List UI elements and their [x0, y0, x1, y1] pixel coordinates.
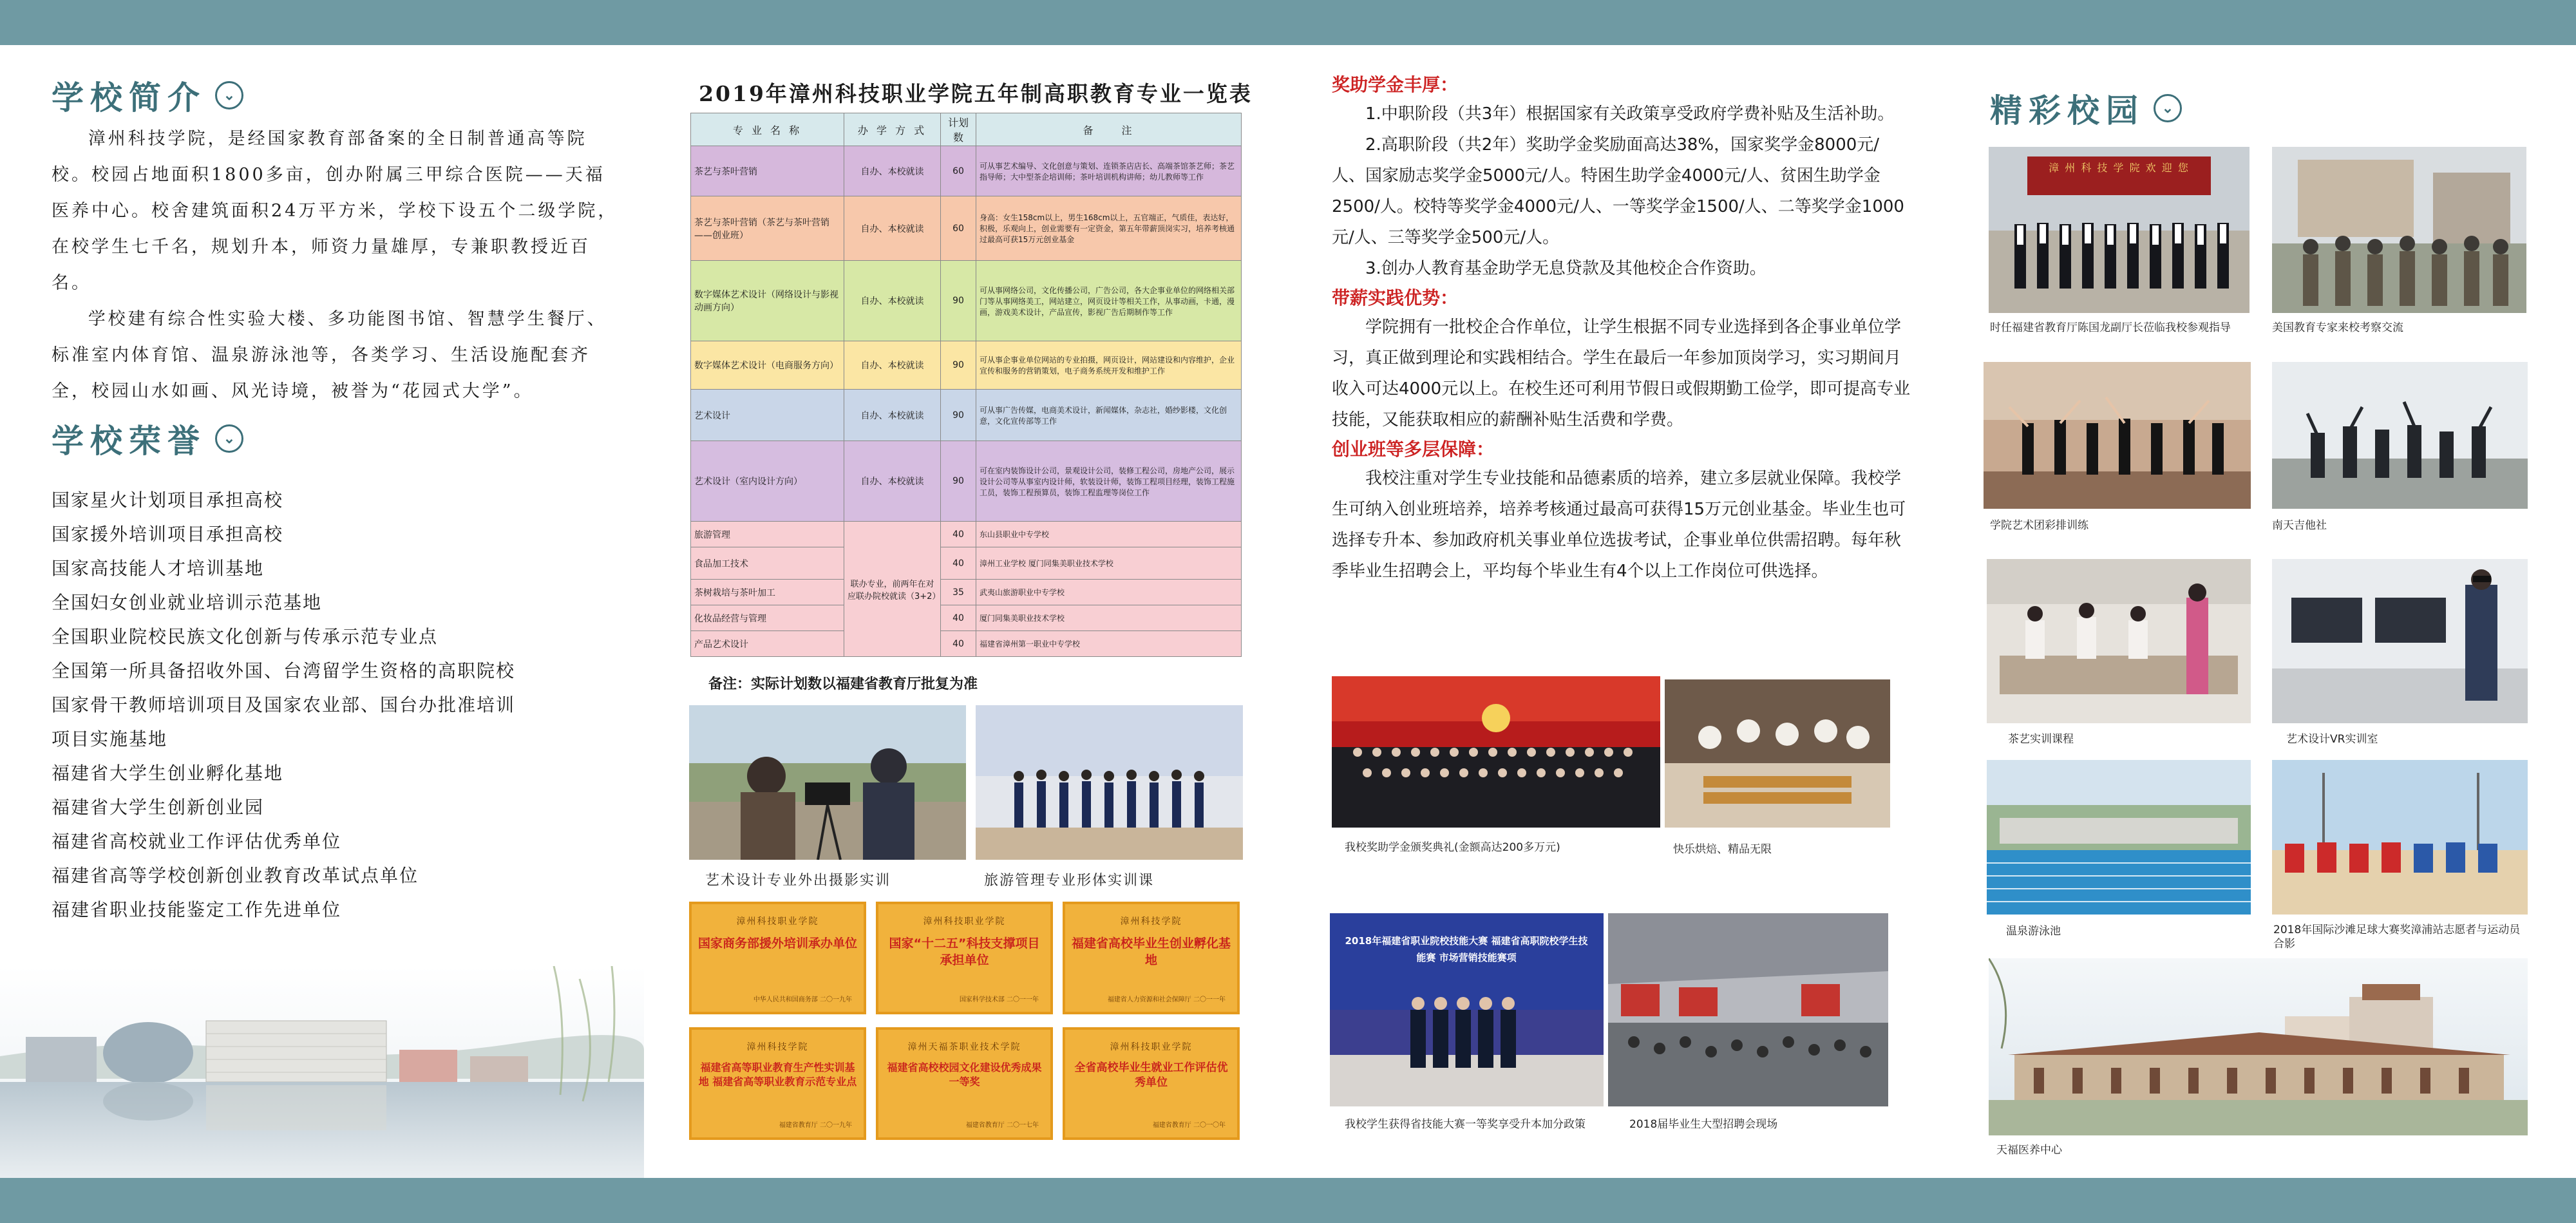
intro-title: 学校简介 — [52, 79, 206, 117]
major-plan: 90 — [941, 261, 976, 341]
honor-item: 全国妇女创业就业培训示范基地 — [52, 592, 323, 613]
contest-banner-text: 2018年福建省职业院校技能大赛 福建省高职院校学生技能赛 市场营销技能赛项 — [1345, 935, 1588, 963]
honor-item: 全国第一所具备招收外国、台湾留学生资格的高职院校 — [52, 660, 516, 681]
honor-item: 福建省高校就业工作评估优秀单位 — [52, 831, 342, 852]
major-note: 可从事艺术编导、文化创意与策划、连锁茶店店长、高端茶馆茶艺师；茶艺指导师；大中型茶企培训师；茶叶培训机构讲师；幼儿教师等工作 — [976, 146, 1242, 196]
cert-title: 福建省高校校园文化建设优秀成果一等奖 — [887, 1061, 1042, 1088]
campus-lake-photo — [0, 966, 644, 1178]
contest-photo — [1330, 913, 1604, 1106]
cert-school: 漳州科技职业学院 — [923, 916, 1006, 927]
scholarship-item: 3.创办人教育基金助学无息贷款及其他校企合作资助。 — [1365, 259, 1766, 278]
major-name: 茶艺与茶叶营销 — [691, 146, 844, 196]
major-plan: 90 — [941, 441, 976, 522]
caption-art-troupe: 学院艺术团彩排训练 — [1990, 519, 2088, 532]
panel-campus — [1938, 45, 2576, 1178]
caption-swimming-pool: 温泉游泳池 — [2006, 925, 2061, 938]
major-note: 厦门同集美职业技术学校 — [976, 605, 1242, 631]
photography-training-photo — [689, 705, 966, 860]
honor-item: 国家援外培训项目承担高校 — [52, 524, 284, 545]
header-plan: 计划数 — [941, 113, 976, 146]
top-band — [0, 0, 2576, 45]
campus-title: 精彩校园 — [1990, 91, 2145, 129]
majors-title: 2019年漳州科技职业学院五年制高职教育专业一览表 — [699, 81, 1253, 106]
major-note: 可从事企事业单位网站的专业拍摄，网页设计，网站建设和内容维护，企业宣传和服务的营销策划，电子商务系统开发和维护工作 — [976, 341, 1242, 390]
table-row — [691, 580, 1242, 605]
bottom-band — [0, 1178, 2576, 1223]
major-plan: 40 — [941, 547, 976, 580]
caption-guitar-club: 南天吉他社 — [2272, 519, 2327, 532]
cert-title: 福建省高等职业教育生产性实训基地 福建省高等职业教育示范专业点 — [698, 1061, 857, 1088]
table-row — [691, 261, 1242, 341]
major-plan: 60 — [941, 146, 976, 196]
art-troupe-photo — [1984, 362, 2251, 509]
major-name: 艺术设计（室内设计方向） — [691, 441, 844, 522]
honor-item: 全国职业院校民族文化创新与传承示范专业点 — [52, 626, 439, 647]
startup-text: 我校注重对学生专业技能和品德素质的培养，建立多层就业保障。我校学生可纳入创业班培养，培养考核通过最高可获得15万元创业基金。毕业生也可选择专升本、参加政府机关事业单位选拔考试，企事业单位供需招聘。每年秋季毕业生招聘会上，平均每个毕业生有4个以上工作岗位可供选择。 — [1332, 469, 1906, 581]
caption-award: 我校奖助学金颁奖典礼(金额高达200多万元) — [1345, 841, 1560, 854]
major-plan: 40 — [941, 522, 976, 547]
table-row — [691, 390, 1242, 441]
intro-paragraph-2: 学校建有综合性实验大楼、多功能图书馆、智慧学生餐厅、标准室内体育馆、温泉游泳池等，各类学习、生活设施配套齐全，校园山水如画、风光诗境，被誉为“花园式大学”。 — [52, 309, 607, 401]
caption-job-fair: 2018届毕业生大型招聘会现场 — [1629, 1118, 1778, 1131]
major-note: 可从事广告传媒，电商美术设计，新闻媒体，杂志社，婚纱影楼，文化创意，文化宣传部等工作 — [976, 390, 1242, 441]
major-note: 武夷山旅游职业中专学校 — [976, 580, 1242, 605]
honor-item: 福建省高等学校创新创业教育改革试点单位 — [52, 865, 419, 886]
intro-heading — [52, 72, 243, 119]
caption-beach-soccer: 2018年国际沙滩足球大赛奖漳浦站志愿者与运动员合影 — [2273, 924, 2521, 951]
cert-title: 福建省高校毕业生创业孵化基地 — [1071, 936, 1231, 967]
campus-lake-illustration — [0, 966, 644, 1178]
major-note: 可从事网络公司，文化传播公司，广告公司，各大企事业单位的网络相关部门等从事网络美工，网站建立，网页设计等相关工作，从事动画，卡通，漫画，游戏美术设计，产品宣传，影视广告后期制作等工作 — [976, 261, 1242, 341]
aid-text-block — [1332, 71, 1911, 587]
intro-text — [52, 121, 618, 410]
scholarship-item: 2.高职阶段（共2年）奖助学金奖励面高达38%，国家奖学金8000元/人、国家励志奖学金5000元/人。特困生助学金4000元/人、贫困生助学金2500/人。校特等奖学金4000元/人、一等奖学金1500/人、二等奖学金1000元/人、三等奖学金500元/人。 — [1332, 135, 1904, 247]
honors-list — [52, 483, 631, 927]
honor-item: 项目实施基地 — [52, 728, 168, 750]
major-name: 茶树栽培与茶叶加工 — [691, 580, 844, 605]
cert-issuer: 福建省人力资源和社会保障厅 二〇一一年 — [1107, 996, 1226, 1003]
scholarship-heading: 奖助学金丰厚： — [1332, 74, 1459, 95]
cert-school: 漳州科技职业学院 — [736, 916, 819, 927]
table-row — [691, 341, 1242, 390]
caption-tea-class: 茶艺实训课程 — [2008, 733, 2074, 746]
caption-baking: 快乐烘焙、精品无限 — [1673, 843, 1772, 856]
table-row — [691, 605, 1242, 631]
major-note: 身高：女生158cm以上，男生168cm以上，五官端正，气质佳，表达好，积极，乐观向上，创业需要有一定资金，第五年带薪顶岗实习，培养考核通过最高可获15万元创业基金 — [976, 196, 1242, 261]
cert-issuer: 中华人民共和国商务部 二〇一九年 — [753, 996, 852, 1003]
major-name: 食品加工技术 — [691, 547, 844, 580]
major-plan: 90 — [941, 341, 976, 390]
certificate-plaque — [1063, 902, 1240, 1014]
major-plan: 40 — [941, 631, 976, 657]
certificate-plaque — [1063, 1027, 1240, 1140]
certificate-plaque — [876, 902, 1053, 1014]
chevron-down-icon: ⌄ — [215, 424, 243, 453]
major-name: 产品艺术设计 — [691, 631, 844, 657]
major-plan: 90 — [941, 390, 976, 441]
cert-title: 国家商务部援外培训承办单位 — [697, 936, 857, 951]
campus-heading — [1990, 85, 2182, 131]
cert-issuer: 福建省教育厅 二〇一〇年 — [1152, 1122, 1226, 1129]
caption-etiquette: 旅游管理专业形体实训课 — [984, 873, 1155, 889]
scholarship-item: 1.中职阶段（共3年）根据国家有关政策享受政府学费补贴及生活补助。 — [1365, 104, 1895, 124]
caption-contest: 我校学生获得省技能大赛一等奖享受升本加分政策 — [1345, 1118, 1586, 1131]
honors-title: 学校荣誉 — [52, 422, 206, 460]
caption-vr-lab: 艺术设计VR实训室 — [2286, 733, 2378, 746]
major-note: 可在室内装饰设计公司，景观设计公司，装修工程公司，房地产公司，展示设计公司等从事室内设计师，软装设计师，装饰工程项目经理，装饰工程施工员，装饰工程预算员，装饰工程监理等岗位工作 — [976, 441, 1242, 522]
major-plan: 35 — [941, 580, 976, 605]
major-mode: 自办、本校就读 — [844, 441, 941, 522]
major-note: 东山县职业中专学校 — [976, 522, 1242, 547]
baking-photo — [1665, 679, 1890, 828]
table-row — [691, 522, 1242, 547]
major-name: 化妆品经营与管理 — [691, 605, 844, 631]
table-row — [691, 547, 1242, 580]
cert-school: 漳州科技学院 — [746, 1042, 809, 1052]
beach-soccer-photo — [2272, 760, 2528, 915]
table-row — [691, 441, 1242, 522]
major-name: 数字媒体艺术设计（网络设计与影视动画方向） — [691, 261, 844, 341]
us-experts-photo — [2272, 147, 2526, 313]
major-note: 福建省漳州第一职业中专学校 — [976, 631, 1242, 657]
cert-issuer: 国家科学技术部 二〇一一年 — [959, 996, 1039, 1003]
major-mode: 自办、本校就读 — [844, 261, 941, 341]
header-mode: 办 学 方 式 — [844, 113, 941, 146]
major-mode: 自办、本校就读 — [844, 146, 941, 196]
official-visit-photo — [1989, 147, 2249, 313]
welcome-sign-text: 漳 州 科 技 学 院 欢 迎 您 — [2049, 162, 2190, 174]
major-mode: 自办、本校就读 — [844, 196, 941, 261]
caption-photography: 艺术设计专业外出摄影实训 — [705, 873, 891, 889]
practice-text: 学院拥有一批校企合作单位，让学生根据不同专业选择到各企事业单位学习，真正做到理论和实践相结合。学生在最后一年参加顶岗学习，实习期间月收入可达4000元以上。在校生还可利用节假日或假期勤工俭学，即可提高专业技能，又能获取相应的薪酬补贴生活费和学费。 — [1332, 318, 1911, 430]
cert-issuer: 福建省教育厅 二〇一九年 — [779, 1122, 852, 1129]
cert-school: 漳州天福茶职业技术学院 — [907, 1042, 1021, 1052]
joint-mode: 联办专业，前两年在对应联办院校就读（3+2） — [844, 522, 941, 657]
honor-item: 福建省大学生创新创业园 — [52, 797, 265, 818]
startup-heading: 创业班等多层保障： — [1332, 439, 1495, 460]
table-row — [691, 146, 1242, 196]
chevron-down-icon: ⌄ — [215, 81, 243, 109]
majors-footnote: 备注：实际计划数以福建省教育厅批复为准 — [708, 676, 978, 692]
header-note: 备 注 — [976, 113, 1242, 146]
table-row — [691, 631, 1242, 657]
panel-aid — [1288, 45, 1938, 1178]
award-ceremony-photo — [1332, 676, 1660, 828]
certificate-plaque — [689, 902, 866, 1014]
caption-us-experts: 美国教育专家来校考察交流 — [2272, 321, 2403, 334]
major-note: 漳州工业学校 厦门同集美职业技术学校 — [976, 547, 1242, 580]
job-fair-photo — [1608, 913, 1888, 1106]
honor-item: 福建省职业技能鉴定工作先进单位 — [52, 899, 342, 920]
header-major: 专 业 名 称 — [691, 113, 844, 146]
table-header-row — [691, 113, 1242, 146]
caption-wellness-center: 天福医养中心 — [1996, 1144, 2062, 1157]
major-plan: 60 — [941, 196, 976, 261]
panel-intro — [0, 45, 644, 1178]
major-name: 旅游管理 — [691, 522, 844, 547]
caption-official-visit: 时任福建省教育厅陈国龙副厅长莅临我校参观指导 — [1990, 321, 2231, 334]
vr-lab-photo — [2272, 559, 2528, 723]
honor-item: 国家骨干教师培训项目及国家农业部、国台办批准培训 — [52, 694, 516, 716]
panel-majors — [644, 45, 1288, 1178]
practice-heading: 带薪实践优势： — [1332, 287, 1459, 308]
major-name: 艺术设计 — [691, 390, 844, 441]
cert-title: 国家“十二五”科技支撑项目承担单位 — [889, 936, 1040, 967]
major-plan: 40 — [941, 605, 976, 631]
guitar-club-photo — [2272, 362, 2528, 509]
major-name: 茶艺与茶叶营销（茶艺与茶叶营销——创业班） — [691, 196, 844, 261]
chevron-down-icon: ⌄ — [2154, 94, 2182, 122]
certificate-plaque — [876, 1027, 1053, 1140]
tea-class-photo — [1987, 559, 2251, 723]
certificate-plaque — [689, 1027, 866, 1140]
majors-table — [690, 113, 1242, 657]
cert-school: 漳州科技职业学院 — [1110, 1042, 1193, 1052]
wellness-center-photo — [1989, 958, 2528, 1135]
honor-item: 国家高技能人才培训基地 — [52, 558, 265, 579]
cert-title: 全省高校毕业生就业工作评估优秀单位 — [1074, 1061, 1228, 1089]
honor-item: 国家星火计划项目承担高校 — [52, 489, 284, 511]
etiquette-training-photo — [976, 705, 1243, 860]
cert-issuer: 福建省教育厅 二〇一七年 — [965, 1122, 1039, 1129]
honor-item: 福建省大学生创业孵化基地 — [52, 763, 284, 784]
cert-school: 漳州科技学院 — [1120, 916, 1182, 927]
table-row — [691, 196, 1242, 261]
major-mode: 自办、本校就读 — [844, 390, 941, 441]
swimming-pool-photo — [1987, 760, 2251, 915]
honors-heading — [52, 415, 243, 462]
major-name: 数字媒体艺术设计（电商服务方向） — [691, 341, 844, 390]
major-mode: 自办、本校就读 — [844, 341, 941, 390]
intro-paragraph-1: 漳州科技学院，是经国家教育部备案的全日制普通高等院校。校园占地面积1800多亩，创办附属三甲综合医院——天福医养中心。校舍建筑面积24万平方米，学校下设五个二级学院，在校学生七千名，规划升本，师资力量雄厚，专兼职教授近百名。 — [52, 129, 618, 293]
